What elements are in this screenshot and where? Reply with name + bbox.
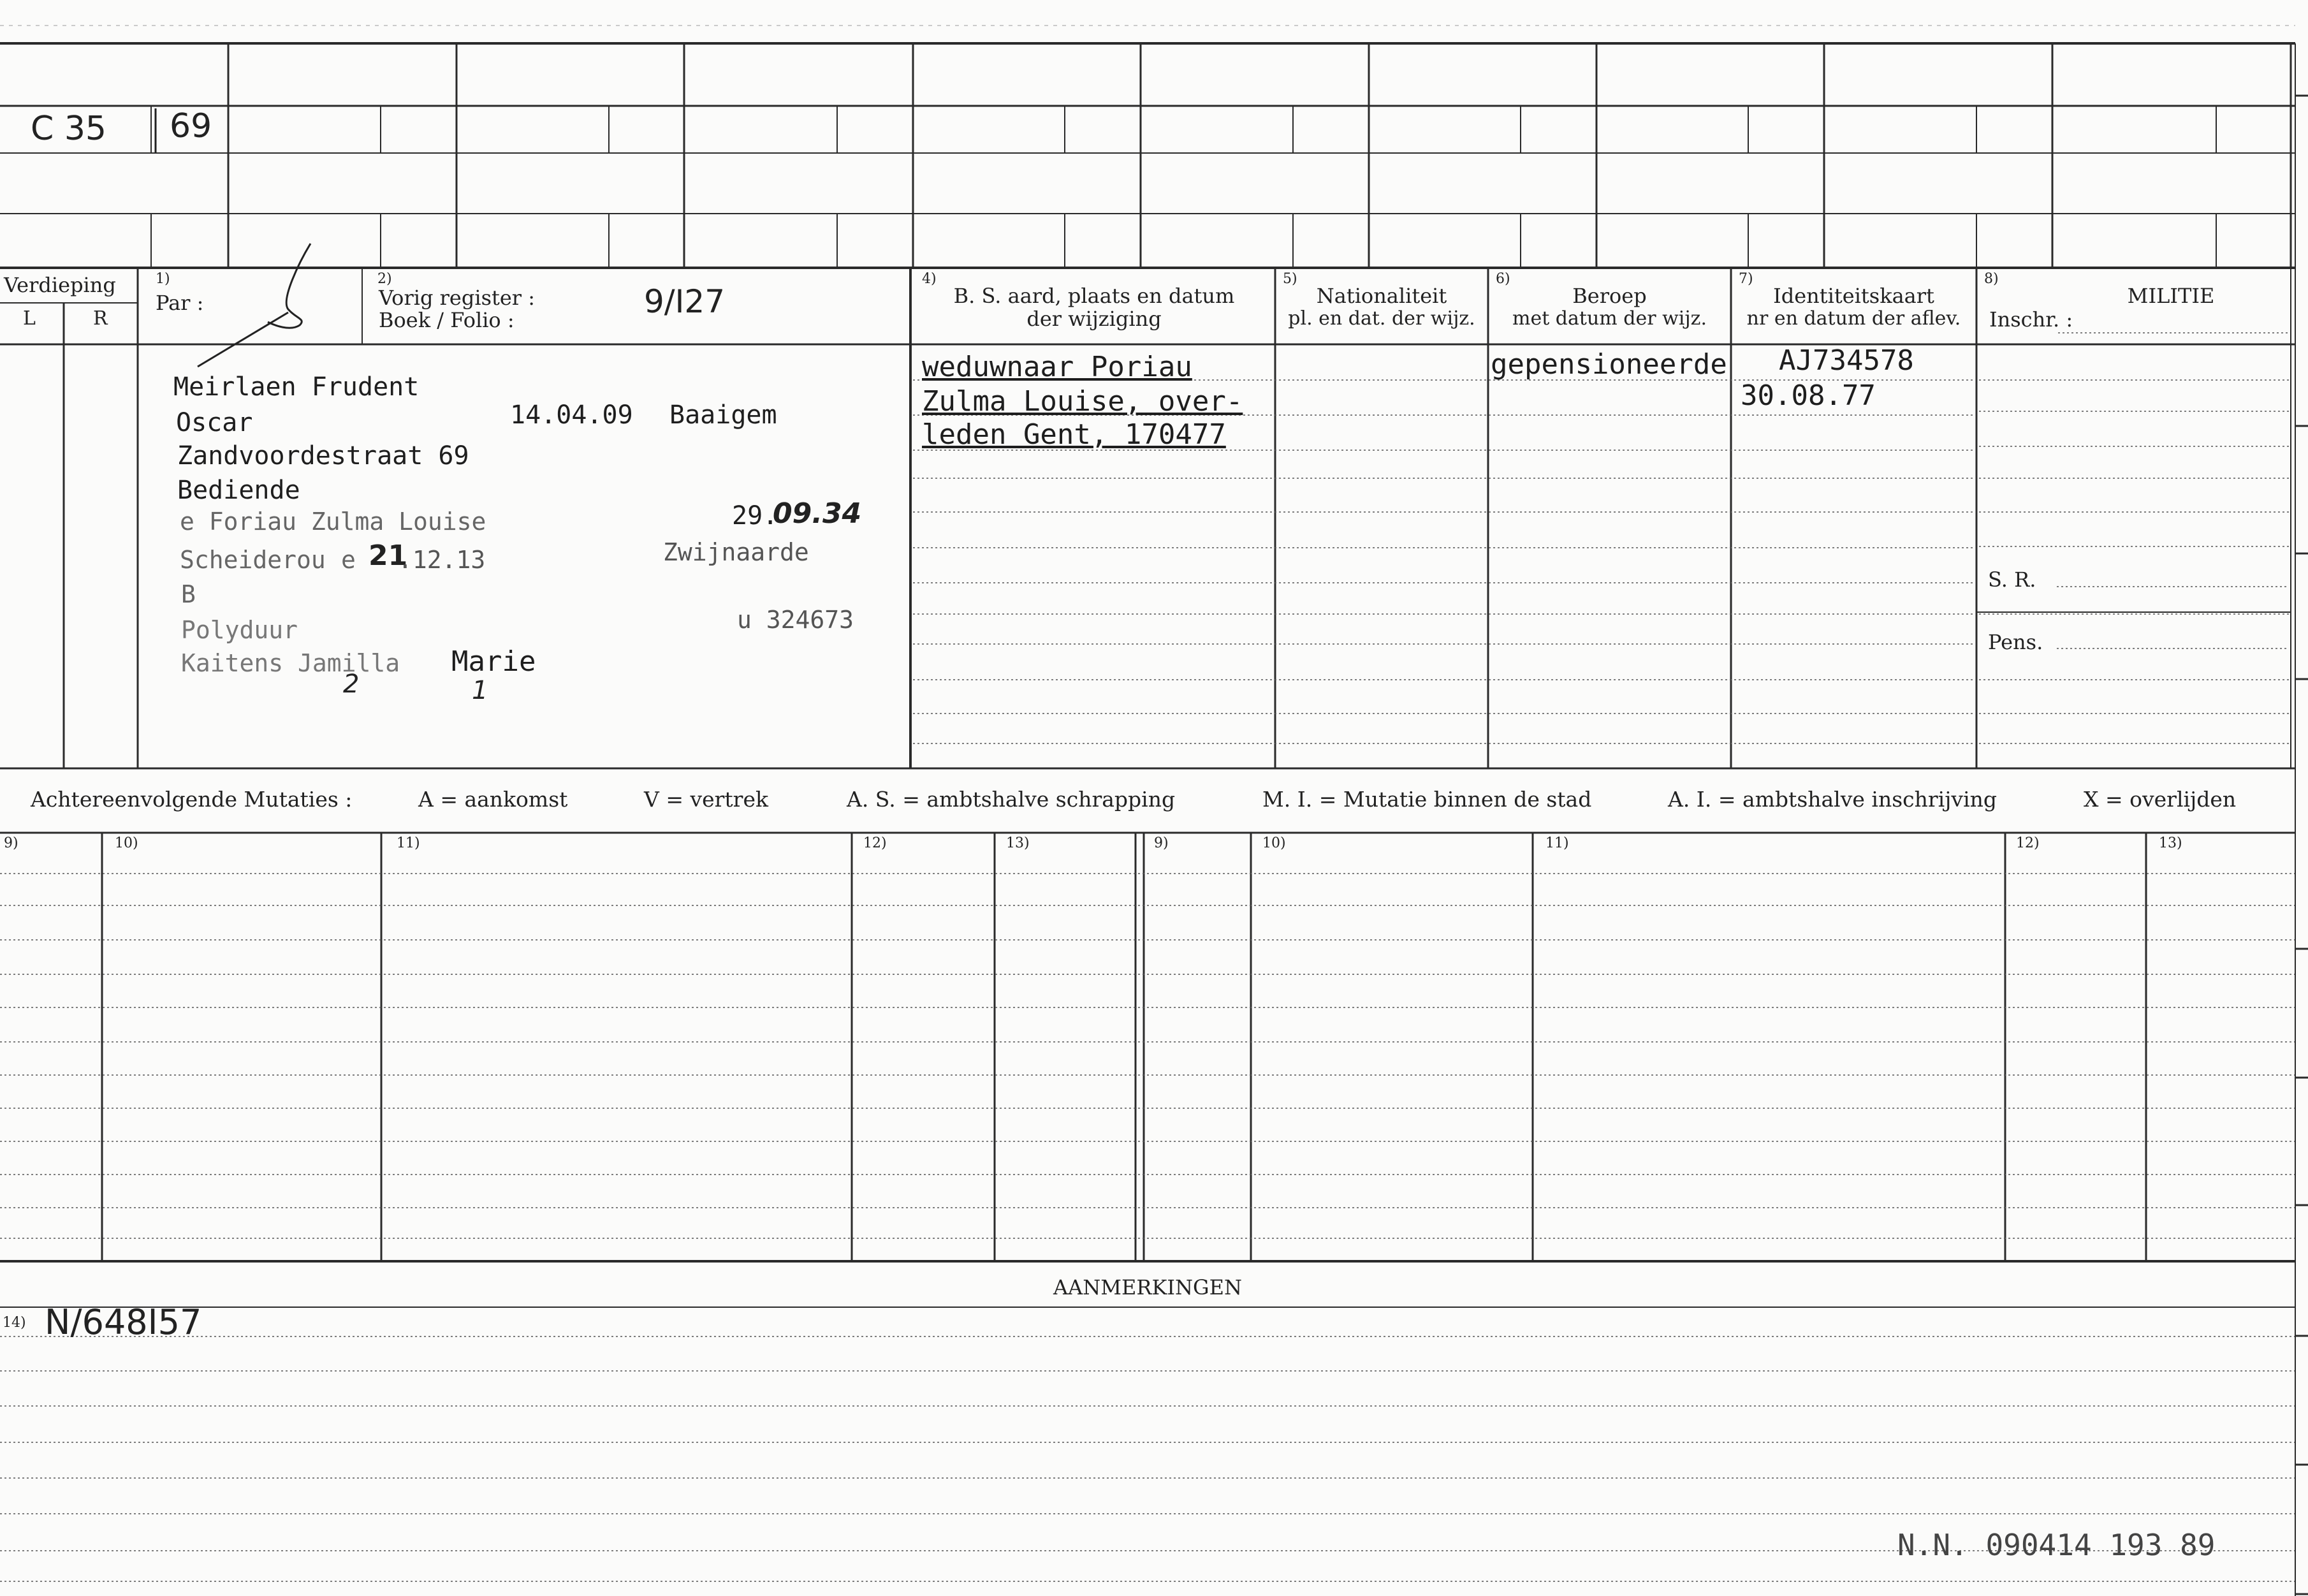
bs-entry-line1: weduwnaar Poriau [922,351,1192,383]
line7: B [181,580,196,608]
line9-hand: Marie [451,645,536,678]
bs-line2: der wijziging [1026,307,1162,331]
beroep-num: 6) [1496,271,1510,287]
beroep-line2: met datum der wijz. [1512,307,1707,330]
id-line1: Identiteitskaart [1773,284,1934,308]
count-left: 2 [343,670,360,699]
militie-pens: Pens. [1988,630,2043,654]
line6-dot: e [341,546,356,574]
remarks-title: AANMERKINGEN [1053,1275,1242,1299]
birth-place: Baaigem [669,400,777,430]
mut-col-9-a: 9) [4,835,18,851]
mut-col-13-b: 13) [2159,835,2182,851]
bs-entry-line3: leden Gent, 170477 [922,418,1226,451]
par-label: Par : [156,291,204,315]
legend-intro: Achtereenvolgende Mutaties : [31,787,353,812]
bs-entry-line2: Zulma Louise, over- [922,385,1243,418]
occupation: Bediende [177,476,300,505]
marriage-date-typed: 29. [732,501,778,531]
legend-inschrijving: A. I. = ambtshalve inschrijving [1668,787,1998,812]
spouse: e Foriau Zulma Louise [180,508,486,536]
line6-place2: Zwijnaarde [663,538,809,566]
id-line2: nr en datum der aflev. [1746,307,1961,330]
nat-line2: pl. en dat. der wijz. [1288,307,1475,330]
marriage-date-hand: 09.34 [773,497,862,530]
bs-line1: B. S. aard, plaats en datum [953,284,1235,308]
legend-aankomst: A = aankomst [418,787,568,812]
mut-col-11-b: 11) [1545,835,1569,851]
initial-squiggle [198,244,310,367]
line6-date-hand: 21 [369,539,408,572]
legend-vertrek: V = vertrek [644,787,768,812]
remarks-num: 14) [3,1315,26,1331]
vorig-num: 2) [377,271,392,287]
par-num: 1) [156,271,170,287]
mut-col-10-a: 10) [115,835,138,851]
address: Zandvoordestraat 69 [177,441,469,471]
militie-sr: S. R. [1988,567,2036,592]
line6-place: Scheiderou [180,546,326,574]
mut-col-11-a: 11) [397,835,420,851]
mut-col-12-a: 12) [863,835,887,851]
nat-num: 5) [1283,271,1297,287]
line8: Polyduur [181,616,298,644]
count-right: 1 [472,676,488,705]
verdieping-left: L [23,307,36,330]
militie-num: 8) [1984,271,1999,287]
beroep-entry: gepensioneerde [1491,348,1727,381]
mut-col-9-b: 9) [1154,835,1169,851]
footer-code: N.N. 090414 193 89 [1897,1528,2216,1562]
verdieping-label: Verdieping [4,273,116,297]
house-number: 69 [170,107,212,145]
line8-right: u 324673 [737,606,854,634]
militie-title: MILITIE [2127,284,2215,308]
remarks-value: N/648I57 [45,1302,202,1342]
person-name: Meirlaen Frudent [173,372,420,402]
line9: Kaitens Jamilla [181,649,400,677]
birth-date: 14.04.09 [510,400,633,430]
id-num: 7) [1739,271,1753,287]
beroep-line1: Beroep [1572,284,1647,308]
block-code: C 35 [31,110,107,148]
legend-schrapping: A. S. = ambtshalve schrapping [847,787,1176,812]
vorig-value: 9/I27 [644,283,726,320]
mut-col-13-a: 13) [1006,835,1030,851]
militie-inschr: Inschr. : [1989,307,2073,332]
line6-date-typed: .12.13 [398,546,486,574]
vorig-line1: Vorig register : [379,286,536,310]
number-divider [153,108,158,153]
id-date: 30.08.77 [1741,379,1876,412]
verdieping-right: R [93,307,108,330]
legend-overlijden: X = overlijden [2084,787,2237,812]
vorig-line2: Boek / Folio : [379,308,515,332]
mut-col-12-b: 12) [2016,835,2040,851]
id-number: AJ734578 [1779,344,1914,377]
person-firstname: Oscar [176,408,253,437]
bs-num: 4) [922,271,937,287]
legend-mutatie: M. I. = Mutatie binnen de stad [1262,787,1592,812]
mut-col-10-b: 10) [1262,835,1286,851]
nat-line1: Nationaliteit [1316,284,1447,308]
